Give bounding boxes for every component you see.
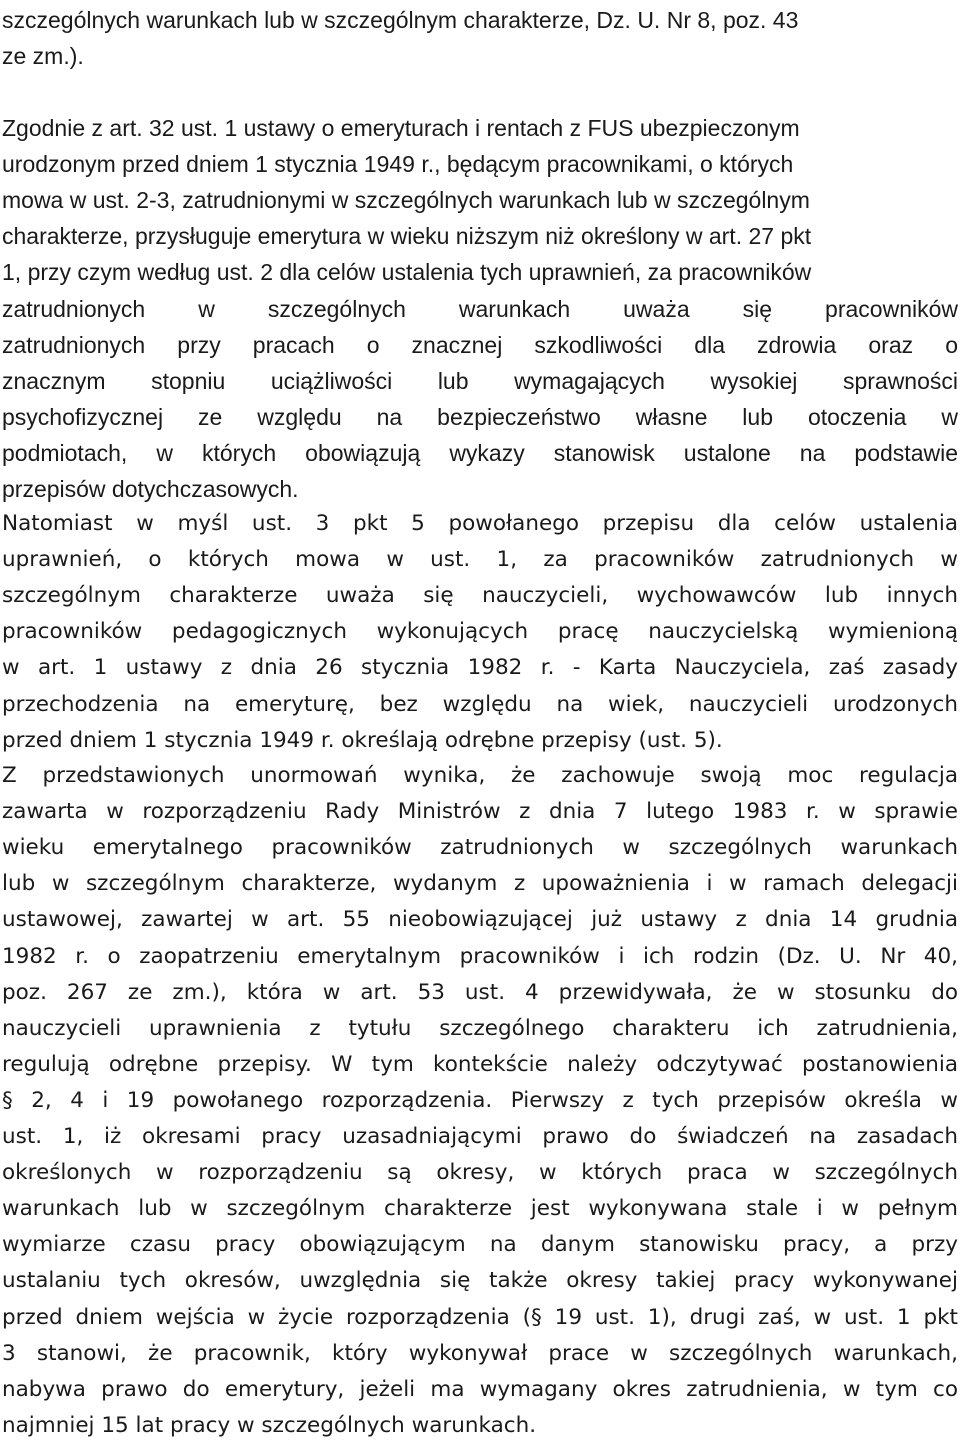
text-line: zawarta w rozporządzeniu Rady Ministrów z dnia 7 lutego 1983 r. w sprawie bbox=[2, 799, 958, 825]
text-line: przechodzenia na emeryturę, bez względu na wiek, nauczycieli urodzonych bbox=[2, 691, 958, 717]
text-line: urodzonym przed dniem 1 stycznia 1949 r., będącym pracownikami, o których bbox=[2, 151, 794, 178]
text-line: nabywa prawo do emerytury, jeżeli ma wymagany okres zatrudnienia, w tym co bbox=[2, 1376, 958, 1402]
text-line: ustawowej, zawartej w art. 55 nieobowiązującej już ustawy z dnia 14 grudnia bbox=[2, 907, 958, 933]
text-line: regulują odrębne przepisy. W tym kontekście należy odczytywać postanowienia bbox=[2, 1051, 958, 1077]
text-line: poz. 267 ze zm.), która w art. 53 ust. 4 przewidywała, że w stosunku do bbox=[2, 979, 958, 1005]
text-line: ustalaniu tych okresów, uwzględnia się także okresy takiej pracy wykonywanej bbox=[2, 1268, 958, 1294]
text-line: 1982 r. o zaopatrzeniu emerytalnym pracowników i ich rodzin (Dz. U. Nr 40, bbox=[2, 943, 958, 969]
text-line: przepisów dotychczasowych. bbox=[2, 476, 299, 502]
text-line: zatrudnionych przy pracach o znacznej szkodliwości dla zdrowia oraz o bbox=[2, 331, 958, 358]
text-line: lub w szczególnym charakterze, wydanym z upoważnienia i w ramach delegacji bbox=[2, 871, 958, 897]
text-line: najmniej 15 lat pracy w szczególnych warunkach. bbox=[2, 1412, 537, 1438]
text-line: Z przedstawionych unormowań wynika, że zachowuje swoją moc regulacja bbox=[2, 763, 958, 788]
text-line: szczególnych warunkach lub w szczególnym charakterze, Dz. U. Nr 8, poz. 43 bbox=[2, 7, 799, 33]
text-line: 1, przy czym według ust. 2 dla celów ustalenia tych uprawnień, za pracowników bbox=[2, 259, 812, 286]
text-line: ust. 1, iż okresami pracy uzasadniającymi prawo do świadczeń na zasadach bbox=[2, 1124, 958, 1149]
text-line: wieku emerytalnego pracowników zatrudnionych w szczególnych warunkach bbox=[2, 835, 958, 861]
text-line: ze zm.). bbox=[2, 43, 84, 70]
text-line: podmiotach, w których obowiązują wykazy stanowisk ustalone na podstawie bbox=[2, 439, 958, 466]
text-line: mowa w ust. 2-3, zatrudnionymi w szczególnych warunkach lub w szczególnym bbox=[2, 187, 810, 214]
text-line: w art. 1 ustawy z dnia 26 stycznia 1982 r. - Karta Nauczyciela, zaś zasady bbox=[2, 655, 958, 681]
text-line: warunkach lub w szczególnym charakterze jest wykonywana stale i w pełnym bbox=[2, 1196, 958, 1222]
text-line: 3 stanowi, że pracownik, który wykonywał prace w szczególnych warunkach, bbox=[2, 1340, 958, 1366]
text-line: Zgodnie z art. 32 ust. 1 ustawy o emeryturach i rentach z FUS ubezpieczonym bbox=[2, 115, 800, 141]
text-line: znacznym stopniu uciążliwości lub wymagających wysokiej sprawności bbox=[2, 367, 958, 394]
text-line: pracowników pedagogicznych wykonujących pracę nauczycielską wymienioną bbox=[2, 619, 958, 645]
text-line: zatrudnionych w szczególnych warunkach uważa się pracowników bbox=[2, 295, 958, 322]
text-line: wymiarze czasu pracy obowiązującym na danym stanowisku pracy, a przy bbox=[2, 1232, 958, 1258]
text-line: nauczycieli uprawnienia z tytułu szczególnego charakteru ich zatrudnienia, bbox=[2, 1015, 958, 1041]
text-line: przed dniem wejścia w życie rozporządzenia (§ 19 ust. 1), drugi zaś, w ust. 1 pkt bbox=[2, 1304, 958, 1330]
text-line: określonych w rozporządzeniu są okresy, w których praca w szczególnych bbox=[2, 1160, 958, 1186]
text-line: charakterze, przysługuje emerytura w wieku niższym niż określony w art. 27 pkt bbox=[2, 223, 812, 250]
text-line: Natomiast w myśl ust. 3 pkt 5 powołanego przepisu dla celów ustalenia bbox=[2, 511, 958, 536]
text-line: uprawnień, o których mowa w ust. 1, za pracowników zatrudnionych w bbox=[2, 547, 958, 573]
text-line: psychofizycznej ze względu na bezpieczeństwo własne lub otoczenia w bbox=[2, 403, 958, 430]
text-line: szczególnym charakterze uważa się nauczycieli, wychowawców lub innych bbox=[2, 583, 958, 609]
text-line: § 2, 4 i 19 powołanego rozporządzenia. Pierwszy z tych przepisów określa w bbox=[2, 1087, 958, 1113]
text-line: przed dniem 1 stycznia 1949 r. określają odrębne przepisy (ust. 5). bbox=[2, 727, 723, 753]
